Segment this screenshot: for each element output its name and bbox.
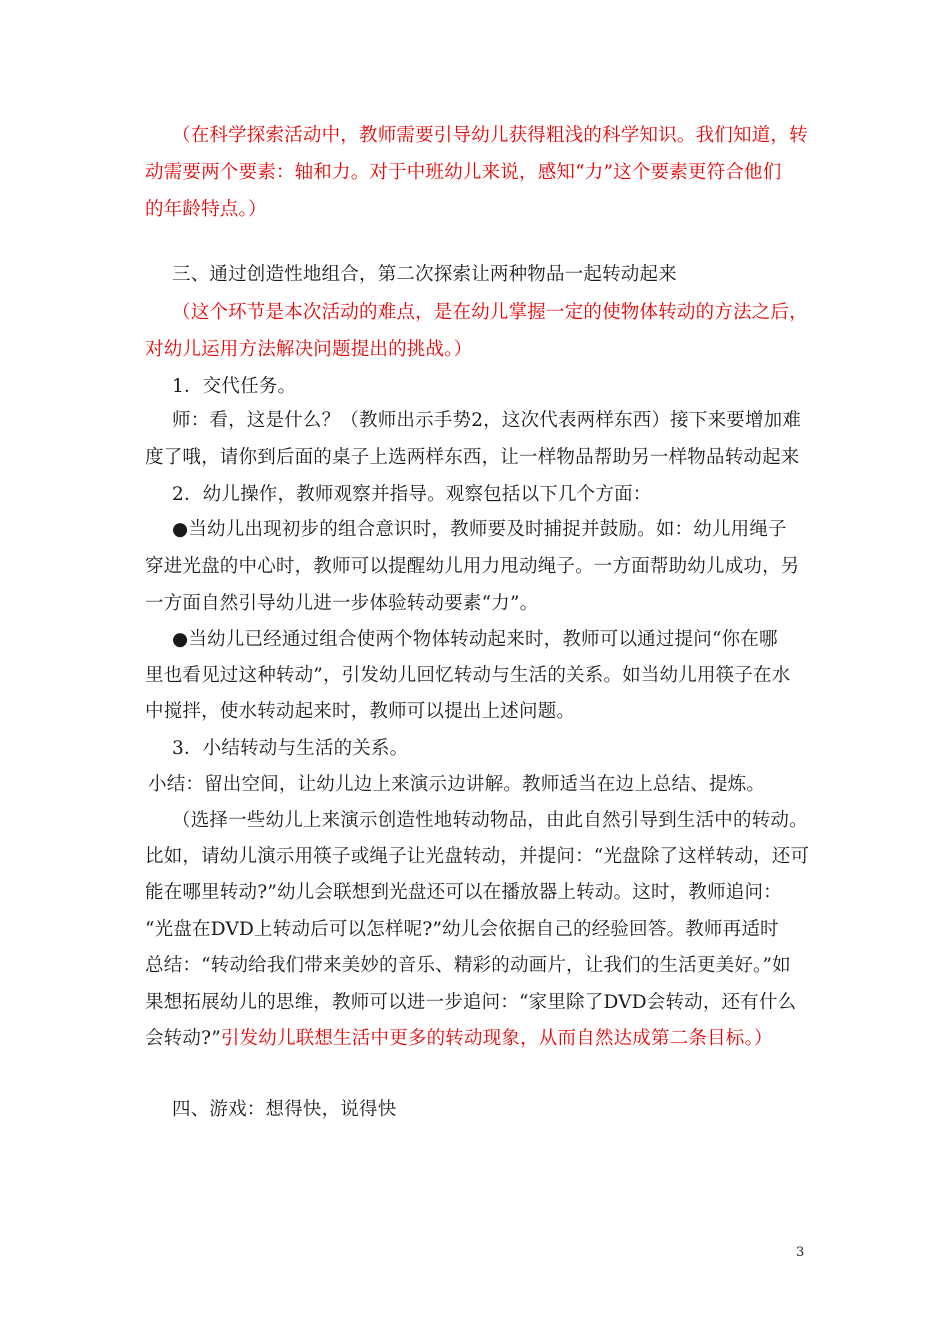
body-line: 度了哦，请你到后面的桌子上选两样东西，让一样物品帮助另一样物品转动起来 [145, 447, 800, 468]
difficulty-note-line-2: 对幼儿运用方法解决问题提出的挑战。） [145, 339, 473, 360]
body-line: 里也看见过这种转动”，引发幼儿回忆转动与生活的关系。如当幼儿用筷子在水 [145, 665, 791, 686]
page-number: 3 [796, 1245, 805, 1260]
bullet-item: ●当幼儿已经通过组合使两个物体转动起来时，教师可以通过提问“你在哪 [172, 629, 778, 650]
body-line: 一方面自然引导幼儿进一步体验转动要素“力”。 [145, 593, 539, 614]
mixed-line-red-part: 引发幼儿联想生活中更多的转动现象，从而自然达成第二条目标。） [220, 1028, 773, 1049]
difficulty-note-line-1: （这个环节是本次活动的难点，是在幼儿掌握一定的使物体转动的方法之后， [172, 302, 808, 323]
step-2-title: 2．幼儿操作，教师观察并指导。观察包括以下几个方面： [172, 484, 652, 505]
body-line: “光盘在DVD上转动后可以怎样呢?”幼儿会依据自己的经验回答。教师再适时 [145, 919, 779, 940]
body-line: 果想拓展幼儿的思维，教师可以进一步追问：“家里除了DVD会转动，还有什么 [145, 992, 797, 1013]
section-heading-3: 三、通过创造性地组合，第二次探索让两种物品一起转动起来 [172, 264, 677, 285]
mixed-line [145, 1027, 825, 1051]
body-line: 总结：“转动给我们带来美妙的音乐、精彩的动画片，让我们的生活更美好。”如 [145, 955, 791, 976]
body-line: 中搅拌，使水转动起来时，教师可以提出上述问题。 [145, 701, 576, 722]
body-line: 穿进光盘的中心时，教师可以提醒幼儿用力甩动绳子。一方面帮助幼儿成功，另 [145, 556, 800, 577]
step-3-title: 3．小结转动与生活的关系。 [172, 738, 409, 759]
note-line-2: 动需要两个要素：轴和力。对于中班幼儿来说，感知“力”这个要素更符合他们 [145, 162, 782, 183]
body-line: （选择一些幼儿上来演示创造性地转动物品，由此自然引导到生活中的转动。 [172, 810, 808, 831]
body-line: 师：看，这是什么？（教师出示手势2，这次代表两样东西）接下来要增加难 [172, 410, 802, 431]
section-heading-4: 四、游戏：想得快，说得快 [172, 1099, 397, 1120]
note-line-3: 的年龄特点。） [145, 199, 267, 220]
body-line: 能在哪里转动?”幼儿会联想到光盘还可以在播放器上转动。这时，教师追问： [145, 882, 782, 903]
note-line-1: （在科学探索活动中，教师需要引导幼儿获得粗浅的科学知识。我们知道，转 [172, 125, 808, 146]
body-line: 比如，请幼儿演示用筷子或绳子让光盘转动，并提问：“光盘除了这样转动，还可 [145, 846, 810, 867]
summary-line: 小结：留出空间，让幼儿边上来演示边讲解。教师适当在边上总结、提炼。 [148, 774, 766, 795]
mixed-line-black-part: 会转动?” [145, 1028, 221, 1049]
bullet-item: ●当幼儿出现初步的组合意识时，教师要及时捕捉并鼓励。如：幼儿用绳子 [172, 519, 787, 540]
step-1-title: 1．交代任务。 [172, 376, 297, 397]
